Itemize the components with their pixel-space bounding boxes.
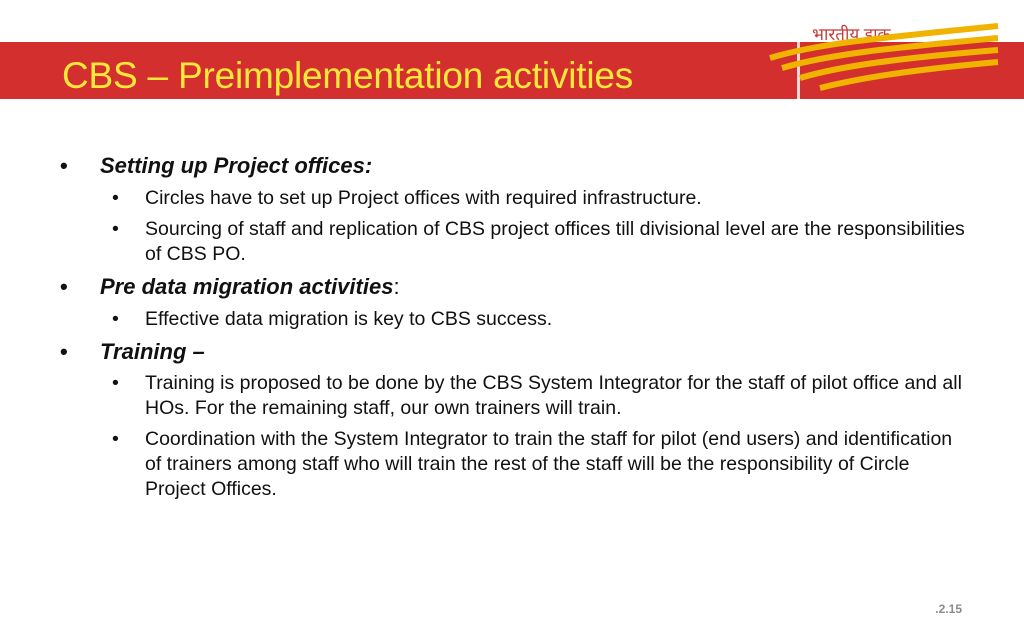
heading-text: Pre data migration activities xyxy=(100,274,394,299)
list-item-text: Training is proposed to be done by the CBS System Integrator for the staff of pilot office and all HOs. For the remaining staff, our own trainers will train. xyxy=(145,372,962,419)
india-post-logo-text: भारतीय डाक xyxy=(812,25,891,44)
bullet-icon: • xyxy=(60,274,68,299)
bullet-icon: • xyxy=(112,428,119,450)
list-item-text: Sourcing of staff and replication of CBS project offices till divisional level are the responsibilities of CBS PO. xyxy=(145,218,965,265)
heading-text: Setting up Project offices: xyxy=(100,153,373,178)
bullet-icon: • xyxy=(112,372,119,394)
bullet-icon: • xyxy=(112,187,119,209)
list-item-text: Coordination with the System Integrator to train the staff for pilot (end users) and identification of trainers among staff who will train the rest of the staff will be the responsibility of Circle Project Offices. xyxy=(145,428,953,500)
list-item-text: Circles have to set up Project offices with required infrastructure. xyxy=(145,187,702,209)
slide-title: CBS – Preimplementation activities xyxy=(62,55,634,96)
bullet-icon: • xyxy=(112,308,119,330)
heading-text: Training – xyxy=(100,339,205,364)
india-post-logo-icon xyxy=(760,18,1000,98)
page-number: .2.15 xyxy=(935,602,962,616)
heading-suffix: : xyxy=(393,274,400,299)
bullet-icon: • xyxy=(60,339,68,364)
bullet-icon: • xyxy=(60,153,68,178)
list-item-text: Effective data migration is key to CBS success. xyxy=(145,308,553,330)
bullet-icon: • xyxy=(112,218,119,240)
